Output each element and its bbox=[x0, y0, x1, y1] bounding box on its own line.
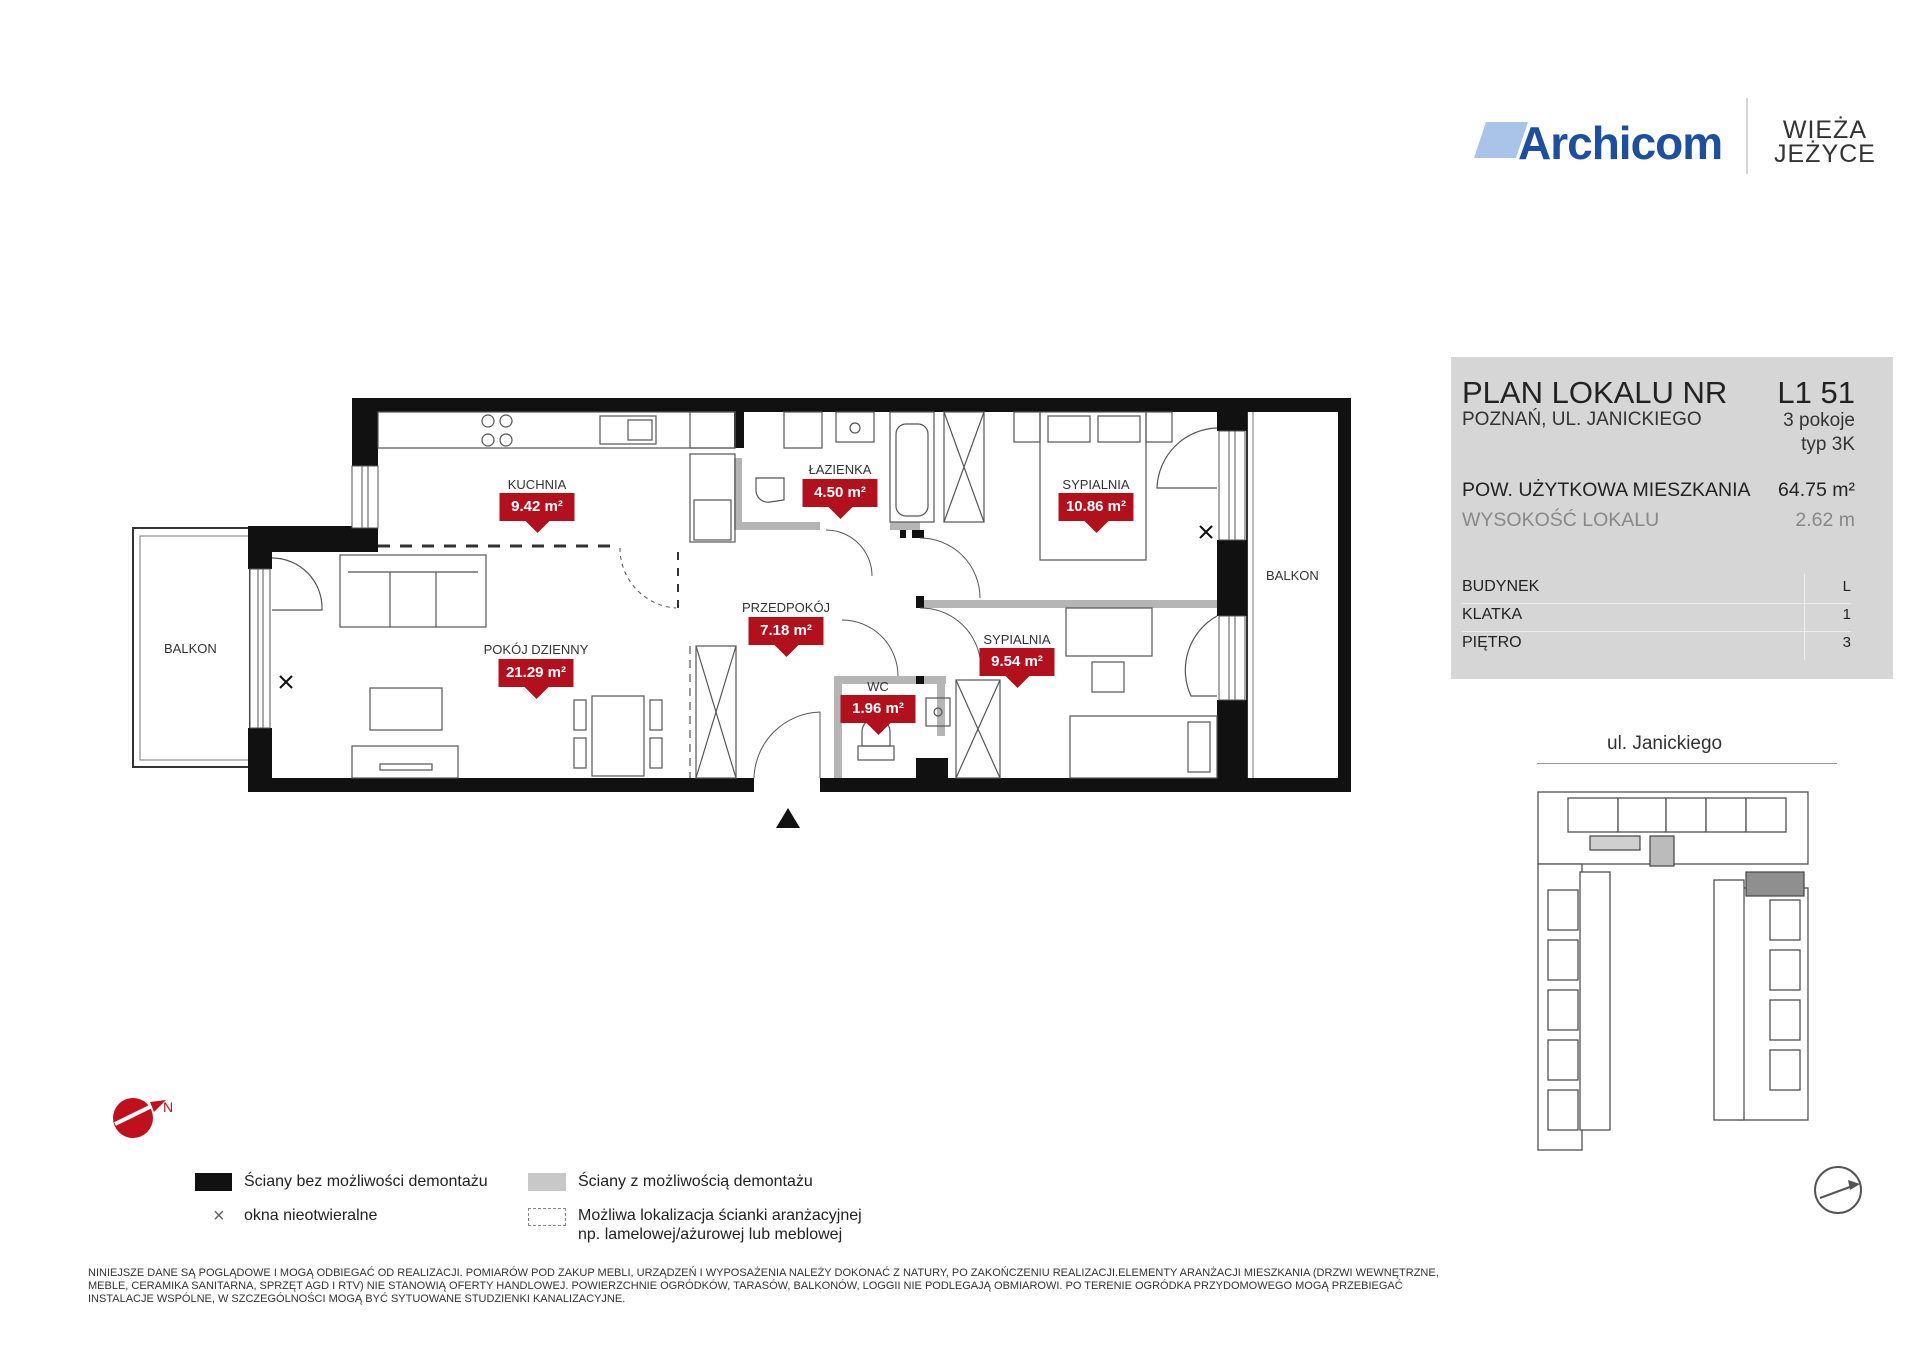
rooms-count: 3 pokoje bbox=[1783, 410, 1855, 431]
staircase-value: 1 bbox=[1842, 606, 1851, 623]
site-compass-icon bbox=[1815, 1167, 1861, 1213]
room-label-kuchnia: KUCHNIA bbox=[507, 477, 567, 492]
building-row bbox=[1462, 578, 1851, 604]
legend-partition-line1: Możliwa lokalizacja ścianki aranżacyjnej bbox=[578, 1207, 862, 1224]
street-name: ul. Janickiego bbox=[1607, 733, 1723, 754]
kitchen-door-arc bbox=[620, 548, 676, 608]
room-label-lazienka: ŁAZIENKA bbox=[808, 462, 872, 477]
balcony-label-right: BALKON bbox=[1266, 568, 1319, 583]
row-separator bbox=[1804, 630, 1805, 660]
height-value: 2.62 m bbox=[1795, 509, 1855, 531]
compass-icon bbox=[113, 1098, 173, 1138]
area-badge-wc: 1.96 m² bbox=[841, 695, 916, 723]
area-badge-sypialnia-1: 10.86 m² bbox=[1059, 493, 1134, 521]
row-separator bbox=[1804, 602, 1805, 632]
legend-fixed-walls: Ściany bez możliwości demontażu bbox=[244, 1173, 488, 1190]
area-badge-lazienka: 4.50 m² bbox=[803, 479, 878, 507]
legend-swatch-fixed-walls bbox=[195, 1173, 232, 1191]
balcony-label-left: BALKON bbox=[164, 641, 217, 656]
bedroom2-furniture bbox=[1066, 608, 1217, 778]
disclaimer: NINIEJSZE DANE SĄ POGLĄDOWE I MOGĄ ODBIEGAĆ OD REALIZACJI. POMIARÓW POD ZAKUP MEBLI, URZĄDZEŃ I WYPOSAŻENIA NALEŻY DOKONAĆ Z NATURY, PO ZAKOŃCZENIU REALIZACJI.ELEMENTY ARANŻACJI MIESZKANIA (DRZWI WEWNĘTRZNE, MEBLE, CERAMIKA SANITARNA, SPRZĘT AGD I RTV) NIE STANOWIĄ OFERTY HANDLOWEJ. POWIERZCHNIE OGRÓDKÓW, TARASÓW, BALKONÓW, LOGGII NIE PODLEGAJĄ OBMIAROWI. PO TERENIE OGRÓDKA PRZYDOMOWEGO MOGĄ PRZEBIEGAĆ INSTALACJE WSPÓLNE, W SZCZEGÓLNOŚCI MOGĄ BYĆ SYTUOWANE STUDZIENKI KANALIZACYJNE. bbox=[88, 1267, 1439, 1305]
staircase-row bbox=[1462, 606, 1851, 632]
height-row bbox=[1462, 509, 1863, 532]
area-badge-sypialnia-2: 9.54 m² bbox=[980, 648, 1055, 676]
unit-number: L1 51 bbox=[1777, 375, 1855, 410]
plan-title: PLAN LOKALU NR bbox=[1462, 375, 1728, 410]
logo-wordmark: Archicom bbox=[1518, 117, 1723, 169]
unit-type: typ 3K bbox=[1801, 434, 1855, 455]
floor-value: 3 bbox=[1842, 634, 1851, 651]
legend-fixed-windows: okna nieotwieralne bbox=[244, 1207, 378, 1224]
area-badge-przedpokoj: 7.18 m² bbox=[749, 617, 824, 645]
height-label: WYSOKOŚĆ LOKALU bbox=[1462, 509, 1660, 531]
svg-text:N: N bbox=[163, 1099, 174, 1115]
room-label-przedpokoj: PRZEDPOKÓJ bbox=[741, 600, 831, 615]
bathroom-door bbox=[826, 530, 872, 576]
usable-area-row bbox=[1462, 479, 1863, 502]
room-label-sypialnia-1: SYPIALNIA bbox=[1062, 477, 1130, 492]
project-name-line2: JEŻYCE bbox=[1774, 140, 1876, 168]
unit-info-panel bbox=[1451, 357, 1893, 679]
living-furniture bbox=[272, 555, 662, 778]
hallway-wardrobe bbox=[690, 646, 736, 778]
entrance-arrow-icon bbox=[776, 808, 800, 828]
right-balcony bbox=[1247, 399, 1350, 790]
room-label-wc: WC bbox=[867, 679, 889, 694]
legend-fixed-window-x-icon: × bbox=[213, 1205, 225, 1227]
legend-swatch-partition bbox=[528, 1208, 566, 1226]
street-line bbox=[1537, 763, 1837, 764]
legend-removable-walls: Ściany z możliwością demontażu bbox=[578, 1173, 813, 1190]
bedroom1-door bbox=[920, 538, 980, 598]
usable-area-label: POW. UŻYTKOWA MIESZKANIA bbox=[1462, 479, 1751, 501]
floor-row bbox=[1462, 634, 1851, 660]
building-label: BUDYNEK bbox=[1462, 578, 1540, 595]
staircase-label: KLATKA bbox=[1462, 606, 1523, 623]
exterior-walls bbox=[248, 398, 1351, 792]
wc-door bbox=[842, 620, 898, 676]
building-value: L bbox=[1842, 578, 1851, 595]
room-label-sypialnia-2: SYPIALNIA bbox=[983, 632, 1051, 647]
interior-walls bbox=[900, 530, 924, 684]
entrance-door bbox=[754, 712, 820, 778]
usable-area-value: 64.75 m² bbox=[1778, 479, 1855, 501]
address: POZNAŃ, UL. JANICKIEGO bbox=[1462, 409, 1702, 430]
legend-partition-line2: np. lamelowej/ażurowej lub meblowej bbox=[578, 1226, 843, 1243]
floor-label: PIĘTRO bbox=[1462, 634, 1522, 651]
project-name-line1: WIEŻA bbox=[1782, 116, 1868, 144]
row-separator bbox=[1804, 574, 1805, 604]
legend-swatch-removable-walls bbox=[528, 1173, 566, 1191]
bedroom2-door bbox=[920, 608, 980, 658]
room-label-pokoj-dzienny: POKÓJ DZIENNY bbox=[483, 642, 589, 657]
windows bbox=[250, 431, 1245, 728]
area-badge-pokoj-dzienny: 21.29 m² bbox=[499, 659, 574, 687]
site-plan bbox=[1538, 792, 1808, 1150]
fixed-window-x-icon bbox=[280, 676, 292, 688]
rooms-info bbox=[1783, 409, 1855, 457]
area-badge-kuchnia: 9.42 m² bbox=[500, 493, 575, 521]
